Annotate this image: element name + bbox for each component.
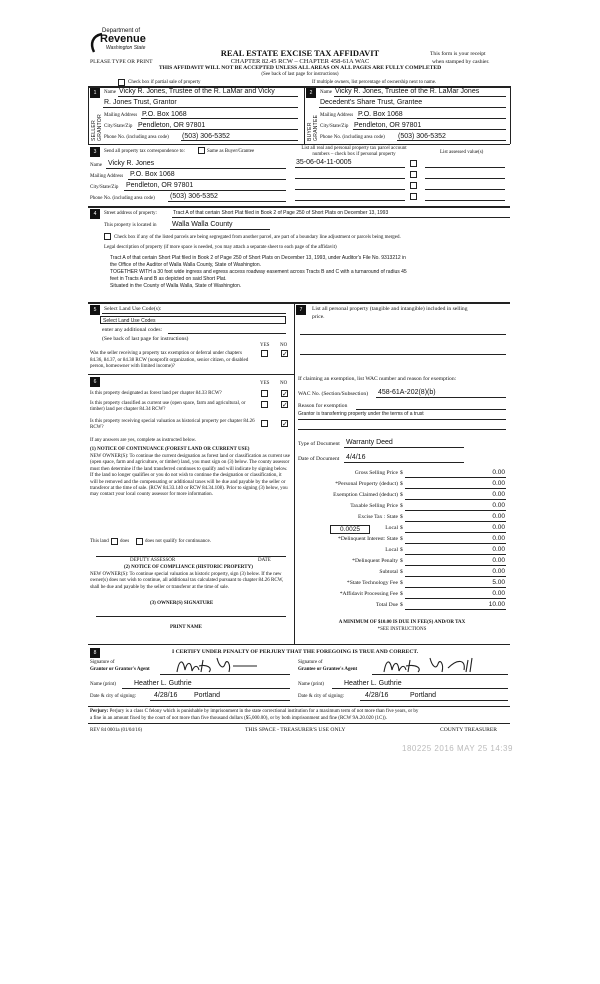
buyer-phone-label: Phone No. (including area code) bbox=[320, 135, 385, 140]
seller-address[interactable]: P.O. Box 1068 bbox=[142, 111, 187, 118]
grantor-sig-label-2: Grantor or Grantor's Agent bbox=[90, 667, 150, 672]
tax-row-amount[interactable]: 0.00 bbox=[492, 480, 505, 487]
grantee-date-label: Date & city of signing: bbox=[298, 694, 345, 699]
legal-line-2: the Office of the Auditor of Walla Walla County, State of Washington. bbox=[110, 262, 262, 268]
seller-name-line2[interactable]: R. Jones Trust, Grantor bbox=[104, 99, 177, 106]
parcel-4-personal-checkbox[interactable] bbox=[410, 193, 417, 200]
tax-row-dollar: $ bbox=[400, 569, 403, 575]
same-as-buyer-label: Same as Buyer/Grantee bbox=[207, 149, 255, 154]
tax-row-label: Exemption Claimed (deduct) bbox=[333, 492, 398, 498]
buyer-name-label: Name bbox=[320, 90, 332, 95]
segregated-label: Check box if any of the listed parcels are being segregated from another parcel, are part of a boundary line adjustment or parcels being merged. bbox=[114, 235, 401, 240]
tax-row-label: *Delinquent Penalty bbox=[352, 558, 398, 564]
dor-logo bbox=[88, 28, 158, 58]
grantor-name-label: Name (print) bbox=[90, 682, 116, 687]
seller-address-label: Mailing Address bbox=[104, 113, 138, 118]
tax-row-label: *Delinquent Interest: State bbox=[338, 536, 398, 542]
corr-address[interactable]: P.O. Box 1068 bbox=[130, 171, 175, 178]
tax-row-dollar: $ bbox=[400, 525, 403, 531]
legal-label: Legal description of property (if more space is needed, you may attach a separate sheet to each page of the affidavit) bbox=[104, 245, 337, 250]
grantee-date[interactable]: 4/28/16 bbox=[365, 692, 389, 699]
treasurer-stamp: 180225 2016 MAY 25 14:39 bbox=[402, 744, 513, 753]
tax-row-amount[interactable]: 0.00 bbox=[492, 469, 505, 476]
land-use-see-back: (See back of last page for instructions) bbox=[102, 336, 189, 342]
tax-row-amount[interactable]: 5.00 bbox=[492, 579, 505, 586]
exemption-heading: If claiming an exemption, list WAC number and reason for exemption: bbox=[298, 376, 457, 382]
grantor-signature-graphic-icon bbox=[165, 654, 285, 676]
buyer-side-label: BUYER GRANTEE bbox=[307, 114, 319, 141]
seller-side-label: SELLER GRANTOR bbox=[91, 113, 103, 141]
buyer-city[interactable]: Pendleton, OR 97801 bbox=[354, 122, 422, 129]
tax-row-amount[interactable]: 0.00 bbox=[492, 535, 505, 542]
grantee-signature[interactable] bbox=[378, 654, 498, 676]
grantor-sig-label-1: Signature of bbox=[90, 660, 115, 665]
local-rate-box[interactable]: 0.0025 bbox=[330, 525, 370, 534]
seller-city[interactable]: Pendleton, OR 97801 bbox=[138, 122, 206, 129]
historic-question: Is this property receiving special valuation as historical property per chapter 84.26 RCW? bbox=[90, 419, 255, 430]
historic-no-checkbox[interactable]: ✓ bbox=[282, 420, 288, 428]
does-not-label: does not qualify for continuance. bbox=[145, 539, 211, 544]
section-6-marker: 6 bbox=[90, 377, 100, 387]
same-as-buyer-checkbox[interactable] bbox=[198, 147, 205, 154]
corr-phone[interactable]: (503) 306-5352 bbox=[170, 193, 218, 200]
personal-property-line-1[interactable] bbox=[300, 334, 506, 335]
minimum-note: A MINIMUM OF $10.00 IS DUE IN FEE(S) AND/OR TAX bbox=[338, 620, 466, 625]
tax-row-label: *Affidavit Processing Fee bbox=[339, 591, 398, 597]
partial-sale-checkbox[interactable] bbox=[118, 79, 125, 86]
buyer-name-line2[interactable]: Decedent's Share Trust, Grantee bbox=[320, 99, 423, 106]
county-treasurer-label: COUNTY TREASURER bbox=[440, 727, 498, 733]
section-1-marker: 1 bbox=[90, 88, 100, 98]
corr-name[interactable]: Vicky R. Jones bbox=[108, 160, 155, 167]
exemption-question: Was the seller receiving a property tax exemption or deferral under chapters 84.36, 84.37, or 84.38 RCW (nonprofit organization, senior citizen, or disabled person, homeowner with limited income)? bbox=[90, 351, 249, 369]
tax-row-label: Gross Selling Price bbox=[354, 470, 398, 476]
assessed-heading: List assessed value(s) bbox=[440, 150, 484, 155]
sec5-yes-header: YES bbox=[260, 343, 270, 348]
grantor-city[interactable]: Portland bbox=[194, 692, 221, 699]
if-yes-note: If any answers are yes, complete as instructed below. bbox=[90, 438, 197, 443]
grantor-signature[interactable] bbox=[165, 654, 285, 676]
tax-row-amount[interactable]: 0.00 bbox=[492, 546, 505, 553]
tax-row-dollar: $ bbox=[400, 602, 403, 608]
tax-row-label: *Personal Property (deduct) bbox=[335, 481, 398, 487]
deputy-date-label: DATE bbox=[258, 558, 271, 563]
continuance-title: (1) NOTICE OF CONTINUANCE (FOREST LAND OR CURRENT USE) bbox=[90, 447, 250, 452]
seller-name-line1[interactable]: Vicky R. Jones, Trustee of the R. LaMar and Vicky bbox=[119, 88, 275, 95]
seller-phone-label: Phone No. (including area code) bbox=[104, 135, 169, 140]
tax-row-amount[interactable]: 0.00 bbox=[492, 524, 505, 531]
tax-row-label: Local bbox=[385, 525, 398, 531]
correspondence-heading: Send all property tax correspondence to: bbox=[104, 149, 185, 154]
buyer-name-line1[interactable]: Vicky R. Jones, Trustee of the R. LaMar Jones bbox=[335, 88, 480, 95]
perjury-line-2: a fine in an amount fixed by the court of not more than five thousand dollars ($5,000.00), or by both imprisonment and fine (RCW 9A.20.020 (1C)). bbox=[90, 716, 387, 721]
section-5-marker: 5 bbox=[90, 305, 100, 315]
seller-phone[interactable]: (503) 306-5352 bbox=[182, 133, 230, 140]
compliance-text: NEW OWNER(S): To continue special valuation as historic property, sign (3) below. If the new owner(s) does not wish to continue, all additional tax calculated pursuant to chapter 84.26 RCW, shall be due and payable by the seller or transferor at the time of sale. bbox=[90, 572, 284, 590]
tax-row-dollar: $ bbox=[400, 547, 403, 553]
doc-type[interactable]: Warranty Deed bbox=[346, 439, 393, 446]
sec6-no-header: NO bbox=[280, 381, 288, 386]
print-name-label: PRINT NAME bbox=[170, 625, 202, 630]
personal-property-label-2: price. bbox=[312, 314, 325, 320]
seller-city-label: City/State/Zip bbox=[104, 124, 133, 129]
tax-row-label: Taxable Selling Price bbox=[350, 503, 398, 509]
tax-row-label: Total Due bbox=[375, 602, 398, 608]
grantor-name[interactable]: Heather L. Guthrie bbox=[134, 680, 192, 687]
current-use-no-checkbox[interactable]: ✓ bbox=[282, 401, 288, 409]
tax-row-dollar: $ bbox=[400, 591, 403, 597]
certify-statement: I CERTIFY UNDER PENALTY OF PERJURY THAT THE FOREGOING IS TRUE AND CORRECT. bbox=[172, 649, 419, 655]
land-use-select[interactable] bbox=[100, 316, 286, 324]
tax-row-label: Local bbox=[385, 547, 398, 553]
seller-name-label: Name bbox=[104, 90, 116, 95]
section-4-marker: 4 bbox=[90, 209, 100, 219]
forest-yes-checkbox[interactable] bbox=[261, 390, 268, 397]
buyer-address[interactable]: P.O. Box 1068 bbox=[358, 111, 403, 118]
grantee-signature-graphic-icon bbox=[378, 654, 498, 676]
street-address[interactable]: Tract A of that certain Short Plat filed in Book 2 of Page 250 of Short Plats on December 13, 1993 bbox=[173, 210, 389, 216]
legal-line-1: Tract A of that certain Short Plat filed in Book 2 of Page 250 of Short Plats on December 13, 1993, under Auditor's File No. 9313212 in bbox=[110, 255, 406, 261]
reason-label: Reason for exemption bbox=[298, 403, 348, 409]
wac-label: WAC No. (Section/Subsection) bbox=[298, 391, 369, 397]
perjury-text-1: Perjury is a class C felony which is punishable by imprisonment in the state correctional institution for a maximum term of not more than five years, or by bbox=[109, 709, 419, 714]
section-8-marker: 8 bbox=[90, 648, 100, 658]
tax-row-dollar: $ bbox=[400, 481, 403, 487]
form-subtitle: CHAPTER 82.45 RCW – CHAPTER 458-61A WAC bbox=[230, 58, 370, 65]
tax-row-label: Subtotal bbox=[379, 569, 398, 575]
tax-row-amount[interactable]: 0.00 bbox=[492, 557, 505, 564]
tax-row-dollar: $ bbox=[400, 492, 403, 498]
partial-sale-label: Check box if partial sale of property bbox=[128, 80, 201, 85]
grantee-city[interactable]: Portland bbox=[410, 692, 437, 699]
tax-row-dollar: $ bbox=[400, 558, 403, 564]
does-label: does bbox=[120, 539, 130, 544]
perjury-bold: Perjury: bbox=[90, 709, 109, 714]
receipt-note-2: when stamped by cashier. bbox=[432, 59, 490, 65]
tax-row-label: Excise Tax : State bbox=[357, 514, 398, 520]
street-label: Street address of property: bbox=[104, 211, 157, 216]
perjury-line-1 bbox=[90, 709, 510, 714]
exemption-no-checkbox[interactable]: ✓ bbox=[282, 350, 288, 358]
parcel-1-personal-checkbox[interactable] bbox=[410, 160, 417, 167]
owner-signature-line[interactable] bbox=[96, 616, 286, 617]
buyer-city-label: City/State/Zip bbox=[320, 124, 349, 129]
section-3-marker: 3 bbox=[90, 147, 100, 157]
dept-line2: Revenue bbox=[100, 33, 146, 45]
land-use-label: Select Land Use Code(s): bbox=[104, 306, 162, 312]
wac-number[interactable]: 458-61A-202(8)(b) bbox=[378, 389, 436, 396]
treasurer-use-label: THIS SPACE - TREASURER'S USE ONLY bbox=[245, 727, 346, 733]
sec6-yes-header: YES bbox=[260, 381, 270, 386]
form-see-back: (See back of last page for instructions) bbox=[261, 72, 339, 77]
dept-line1: Department of bbox=[102, 28, 141, 34]
segregated-checkbox[interactable] bbox=[104, 233, 111, 240]
tax-row-dollar: $ bbox=[400, 514, 403, 520]
land-use-select-value: Select Land Use Codes bbox=[103, 318, 156, 324]
form-title: REAL ESTATE EXCISE TAX AFFIDAVIT bbox=[220, 48, 380, 58]
parcel-heading-2: numbers – check box if personal property bbox=[312, 152, 396, 157]
deputy-assessor-label: DEPUTY ASSESSOR bbox=[130, 558, 176, 563]
doc-type-label: Type of Document bbox=[298, 441, 340, 447]
continuance-text: NEW OWNER(S): To continue the current designation as forest land or classification as current use (open space, farm and agriculture, or timber) land, you must sign on (3) below. The county assessor must then determine if the land transferred continues to qualify and will indicate by signing below. If the land no longer qualifies or you do not wish to continue the designation or classification, it will be removed and the compensating or additional taxes will be due and payable by the seller or transferor at the time of sale. (RCW 84.33.140 or RCW 84.34.108). Prior to signing (3) below, you may contact your local county assessor for more information. bbox=[90, 454, 290, 498]
corr-phone-label: Phone No. (including area code) bbox=[90, 196, 155, 201]
forest-no-checkbox[interactable]: ✓ bbox=[282, 390, 288, 398]
dept-line3: Washington State bbox=[106, 45, 146, 51]
see-instructions-note: *SEE INSTRUCTIONS bbox=[377, 627, 427, 632]
current-use-yes-checkbox[interactable] bbox=[261, 401, 268, 408]
legal-line-3: TOGETHER WITH a 30 foot wide ingress and egress access roadway easement across Tracts B and C with a turnaround of radius 45 bbox=[110, 269, 407, 275]
tax-row-amount[interactable]: 0.00 bbox=[492, 513, 505, 520]
grantor-date-label: Date & city of signing: bbox=[90, 694, 137, 699]
parcel-3-personal-checkbox[interactable] bbox=[410, 182, 417, 189]
tax-row-amount[interactable]: 0.00 bbox=[492, 502, 505, 509]
this-land-label: This land bbox=[90, 539, 109, 544]
tax-row-label: *State Technology Fee bbox=[346, 580, 398, 586]
multiple-owners-note: If multiple owners, list percentage of ownership next to name. bbox=[312, 80, 437, 85]
buyer-phone[interactable]: (503) 306-5352 bbox=[398, 133, 446, 140]
grantee-name[interactable]: Heather L. Guthrie bbox=[344, 680, 402, 687]
section-2-marker: 2 bbox=[306, 88, 316, 98]
located-label: This property is located in bbox=[104, 223, 157, 228]
corr-city-label: City/State/Zip bbox=[90, 185, 119, 190]
tax-row-amount[interactable]: 0.00 bbox=[492, 568, 505, 575]
enter-additional-label: enter any additional codes: bbox=[102, 327, 163, 333]
exemption-yes-checkbox[interactable] bbox=[261, 350, 268, 357]
corr-name-label: Name bbox=[90, 163, 102, 168]
grantor-date[interactable]: 4/28/16 bbox=[154, 692, 178, 699]
current-use-question: Is this property classified as current use (open space, farm and agricultural, or timber) land per chapter 84.34 RCW? bbox=[90, 401, 246, 412]
corr-city[interactable]: Pendleton, OR 97801 bbox=[126, 182, 194, 189]
compliance-title: (2) NOTICE OF COMPLIANCE (HISTORIC PROPERTY) bbox=[124, 565, 253, 570]
doc-date-label: Date of Document bbox=[298, 456, 340, 462]
form-notice: THIS AFFIDAVIT WILL NOT BE ACCEPTED UNLESS ALL AREAS ON ALL PAGES ARE FULLY COMPLETED bbox=[158, 65, 442, 71]
grantee-name-label: Name (print) bbox=[298, 682, 324, 687]
exemption-reason[interactable]: Grantor is transferring property under the terms of a trust bbox=[298, 411, 424, 417]
parcel-number-1[interactable]: 35-06-04-11-0005 bbox=[296, 159, 352, 166]
tax-row-amount[interactable]: 0.00 bbox=[492, 590, 505, 597]
doc-date[interactable]: 4/4/16 bbox=[346, 454, 366, 461]
corr-address-label: Mailing Address bbox=[90, 174, 124, 179]
does-qualify-checkbox[interactable] bbox=[111, 538, 118, 545]
rev-number: REV 84 0001a (01/04/16) bbox=[90, 728, 142, 733]
forest-question: Is this property designated as forest land per chapter 84.33 RCW? bbox=[90, 391, 222, 396]
legal-line-5: Situated in the County of Walla Walla, State of Washington. bbox=[110, 283, 242, 289]
tax-row-dollar: $ bbox=[400, 536, 403, 542]
print-note: PLEASE TYPE OR PRINT bbox=[90, 59, 153, 65]
parcel-2-personal-checkbox[interactable] bbox=[410, 171, 417, 178]
parcel-heading-1: List all real and personal property tax parcel account bbox=[301, 146, 407, 151]
owner-signature-label: (3) OWNER(S) SIGNATURE bbox=[150, 601, 214, 606]
sec5-no-header: NO bbox=[280, 343, 288, 348]
tax-row-dollar: $ bbox=[400, 470, 403, 476]
county[interactable]: Walla Walla County bbox=[172, 221, 233, 228]
section-7-marker: 7 bbox=[296, 305, 306, 315]
receipt-note-1: This form is your receipt bbox=[430, 51, 486, 57]
grantee-sig-label-1: Signature of bbox=[298, 660, 323, 665]
tax-row-amount[interactable]: 0.00 bbox=[492, 491, 505, 498]
personal-property-line-2[interactable] bbox=[300, 354, 506, 355]
grantee-sig-label-2: Grantee or Grantee's Agent bbox=[298, 667, 358, 672]
tax-row-amount[interactable]: 10.00 bbox=[488, 601, 505, 608]
does-not-qualify-checkbox[interactable] bbox=[136, 538, 143, 545]
buyer-address-label: Mailing Address bbox=[320, 113, 354, 118]
personal-property-label-1: List all personal property (tangible and intangible) included in selling bbox=[312, 306, 468, 312]
historic-yes-checkbox[interactable] bbox=[261, 420, 268, 427]
tax-row-dollar: $ bbox=[400, 503, 403, 509]
legal-line-4: feet in Tracts A and B as depicted on said Short Plat. bbox=[110, 276, 227, 282]
tax-row-dollar: $ bbox=[400, 580, 403, 586]
